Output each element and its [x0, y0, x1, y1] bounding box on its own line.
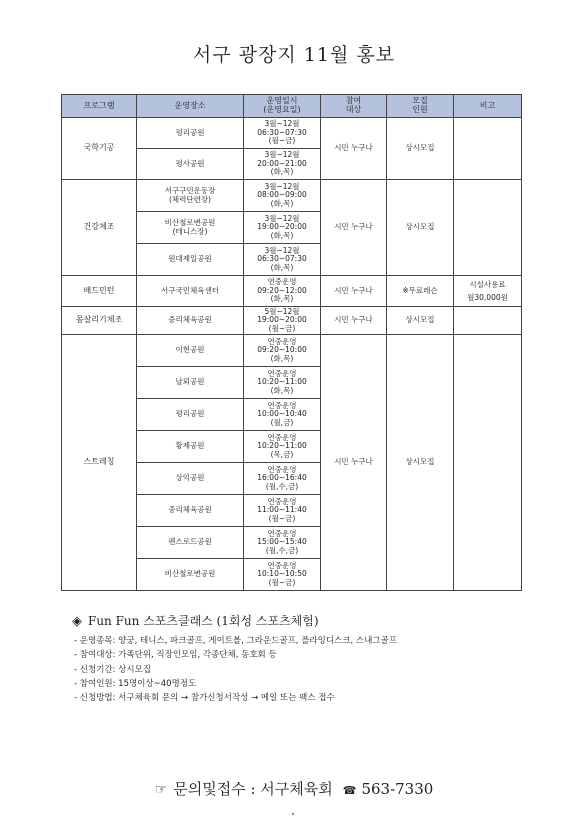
place-cell: 서구구민운동장 (체력단련장): [137, 180, 244, 212]
place-cell: 평사공원: [137, 149, 244, 180]
place-cell: 황제공원: [137, 431, 244, 463]
header-note: 비고: [454, 95, 522, 118]
list-item: - 신청방법: 서구체육회 문의 → 참가신청서작성 → 메일 또는 팩스 접수: [74, 693, 335, 704]
place-cell: 중리체육공원: [137, 307, 244, 335]
target-cell: 시민 누구나: [321, 118, 387, 180]
place-cell: 비산철로변공원 (테니스장): [137, 212, 244, 244]
table-row: [62, 276, 522, 307]
schedule-cell: 연중운영 11:00~11:40 (월~금): [244, 495, 321, 527]
place-cell: 비산철로변공원: [137, 559, 244, 591]
schedule-cell: 3월~12월 06:30~07:30 (월~금): [244, 118, 321, 149]
class-info-list: [74, 634, 397, 705]
note-cell: [454, 307, 522, 335]
target-cell: 시민 누구나: [321, 335, 387, 591]
contact-footer: [0, 778, 588, 799]
header-place: 운영장소: [137, 95, 244, 118]
header-recruit: 모집 인원: [387, 95, 454, 118]
place-cell: 이현공원: [137, 335, 244, 367]
note-cell: [454, 118, 522, 180]
schedule-cell: 연중운영 15:00~15:40 (월,수,금): [244, 527, 321, 559]
schedule-cell: 3월~12월 19:00~20:00 (화,목): [244, 212, 321, 244]
target-cell: 시민 누구나: [321, 180, 387, 276]
schedule-cell: 연중운영 09:20~10:00 (화,목): [244, 335, 321, 367]
recruit-cell: 상시모집: [387, 118, 454, 180]
schedule-cell: 연중운영 10:20~11:00 (화,목): [244, 367, 321, 399]
target-cell: 시민 누구나: [321, 307, 387, 335]
place-cell: 서구국민체육센터: [137, 276, 244, 307]
table-row: [62, 307, 522, 335]
schedule-cell: 연중운영 16:00~16:40 (월,수,금): [244, 463, 321, 495]
note-cell: [454, 180, 522, 276]
page-dot: [292, 813, 294, 815]
schedule-cell: 연중운영 10:20~11:00 (목,금): [244, 431, 321, 463]
program-cell: 건강체조: [62, 180, 137, 276]
header-schedule: 운영일시 (운영요일): [244, 95, 321, 118]
recruit-cell: 상시모집: [387, 180, 454, 276]
contact-label: 문의및접수 : 서구체육회: [173, 780, 333, 798]
place-cell: 날뫼공원: [137, 367, 244, 399]
schedule-cell: 5월~12월 19:00~20:00 (월~금): [244, 307, 321, 335]
list-item: - 참여인원: 15명이상~40명정도: [74, 678, 197, 689]
place-cell: 상익공원: [137, 463, 244, 495]
place-cell: 중리체육공원: [137, 495, 244, 527]
program-cell: 국학기공: [62, 118, 137, 180]
program-schedule-table: [61, 94, 522, 591]
place-cell: 펜스로드공원: [137, 527, 244, 559]
note-cell: [454, 335, 522, 591]
section-heading: [72, 612, 319, 629]
schedule-cell: 3월~12월 08:00~09:00 (화,목): [244, 180, 321, 212]
header-target: 참여 대상: [321, 95, 387, 118]
diamond-icon: ◈: [72, 614, 82, 629]
program-cell: 몸살리기체조: [62, 307, 137, 335]
page-title: 서구 광장지 11월 홍보: [192, 44, 396, 66]
schedule-cell: 연중운영 10:00~10:40 (월,금): [244, 399, 321, 431]
list-item: - 운영종목: 양궁, 테니스, 파크골프, 게이트볼, 그라운드골프, 플라잉디스크, 스내그골프: [74, 636, 397, 646]
list-item: - 신청기간: 상시모집: [74, 664, 152, 675]
schedule-cell: 연중운영 10:10~10:50 (월~금): [244, 559, 321, 591]
schedule-cell: 연중운영 09:20~12:00 (화,목): [244, 276, 321, 307]
place-cell: 원대제일공원: [137, 244, 244, 276]
header-program: 프로그램: [62, 95, 137, 118]
program-cell: 스트레칭: [62, 335, 137, 591]
program-cell: 배드민턴: [62, 276, 137, 307]
recruit-cell: ※무료레슨: [387, 276, 454, 307]
recruit-cell: 상시모집: [387, 335, 454, 591]
note-cell: 시설사용료 월30,000원: [454, 276, 522, 307]
schedule-cell: 3월~12월 06:30~07:30 (화,목): [244, 244, 321, 276]
table-row: [62, 118, 522, 149]
table-row: [62, 180, 522, 212]
place-cell: 평리공원: [137, 118, 244, 149]
contact-phone: 563-7330: [361, 780, 434, 798]
table-row: [62, 335, 522, 367]
schedule-cell: 3월~12월 20:00~21:00 (화,목): [244, 149, 321, 180]
pointing-hand-icon: ☞: [154, 782, 168, 798]
table-header-row: [62, 95, 522, 118]
place-cell: 평리공원: [137, 399, 244, 431]
target-cell: 시민 누구나: [321, 276, 387, 307]
section-title: Fun Fun 스포츠클래스 (1회성 스포츠체험): [88, 614, 319, 628]
telephone-icon: ☎: [342, 784, 357, 797]
list-item: - 참여대상: 가족단위, 직장인모임, 각종단체, 동호회 등: [74, 650, 277, 661]
recruit-cell: 상시모집: [387, 307, 454, 335]
